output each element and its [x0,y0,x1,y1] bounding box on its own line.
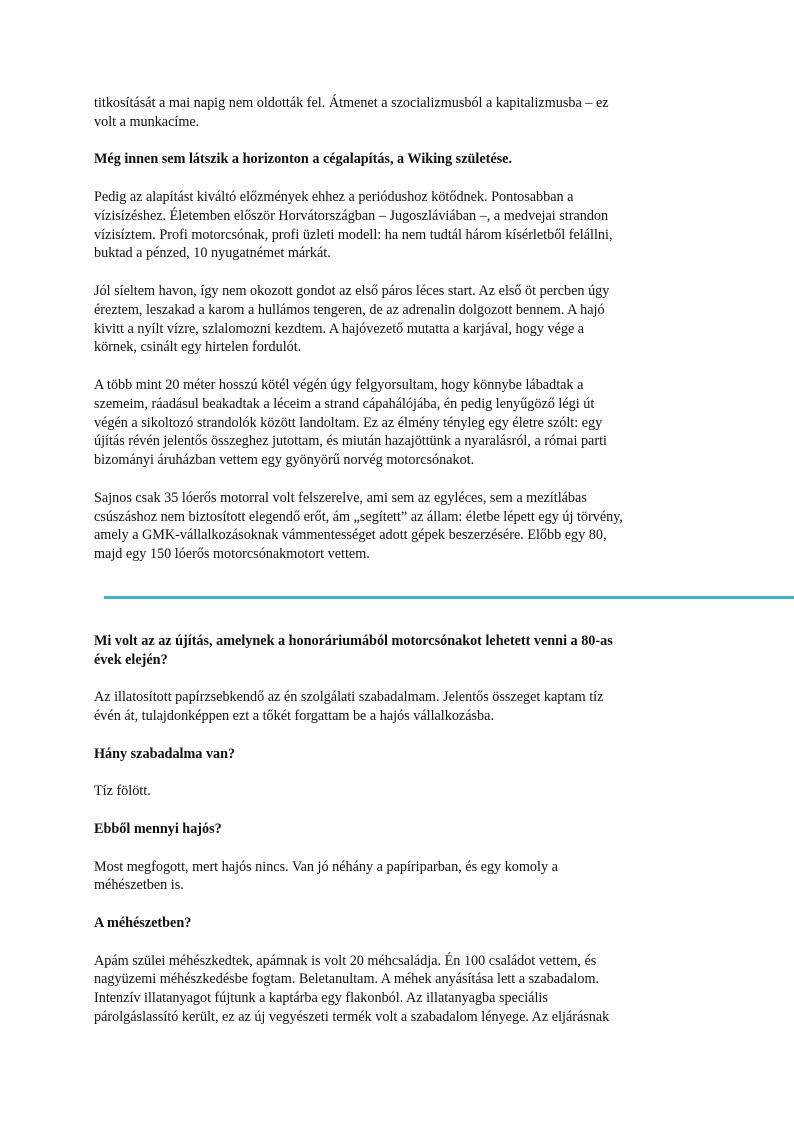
paragraph: Most megfogott, mert hajós nincs. Van jó néhány a papíriparban, és egy komoly a méhészetben is. [94,858,558,894]
document-section-1 [94,94,714,583]
paragraph: Tíz fölött. [94,783,151,800]
paragraph: Jól síeltem havon, így nem okozott gondot az első páros léces start. Az első öt percben úgy éreztem, leszakad a karom a hullámos tengeren, de az adrenalin dolgozott bennem. A hajó kivitt a nyílt vízre, szlalomozni kezdtem. A hajóvezető mutatta a karjával, hogy vége a körnek, csinált egy hirtelen fordulót. [94,282,610,356]
bold-question: Hány szabadalma van? [94,745,236,762]
paragraph: A több mint 20 méter hosszú kötél végén úgy felgyorsultam, hogy könnybe lábadtak a szemeim, ráadásul beakadtak a léceim a strand cápahálójába, én pedig lenyűgöző légi út végén a sikoltozó strandolók között landoltam. Ez az élmény tényleg egy életre szólt: egy újítás révén jelentős összeghez jutottam, és miután hazajöttünk a nyaralásról, a római parti bizományi áruházban vettem egy gyönyörű norvég motorcsónakot. [94,376,607,469]
section-divider [104,596,794,599]
bold-question: Még innen sem látszik a horizonton a cégalapítás, a Wiking születése. [94,151,513,168]
paragraph: titkosítását a mai napig nem oldották fel. Átmenet a szocializmusból a kapitalizmusba – ez volt a munkacíme. [94,95,609,130]
paragraph: Apám szülei méhészkedtek, apámnak is volt 20 méhcsaládja. Én 100 családot vettem, és nagyüzemi méhészkedésbe fogtam. Beletanultam. A méhek anyásítása lett a szabadalom. Intenzív illatanyagot fújtunk a kaptárba egy flakonból. Az illatanyagba speciális párolgáslassító került, ez az új vegyészeti termék volt a szabadalom lényege. Az eljárásnak [94,952,610,1025]
paragraph: Sajnos csak 35 lóerős motorral volt felszerelve, ami sem az egyléces, sem a mezítlábas csúszáshoz nem biztosított elegendő erőt, ám „segített” az állam: életbe lépett egy új törvény, amely a GMK-vállalkozásoknak vámmentességet adott gépek beszerzésére. Előbb egy 80, majd egy 150 lóerős motorcsónakmotort vettem. [94,489,623,563]
paragraph: Az illatosított papírzsebkendő az én szolgálati szabadalmam. Jelentős összeget kaptam tíz évén át, tulajdonképpen ezt a tőkét forgattam be a hajós vállalkozásba. [94,689,604,725]
paragraph: Pedig az alapítást kiváltó előzmények ehhez a periódushoz kötődnek. Pontosabban a vízisízéshez. Életemben először Horvátországban – Jugoszláviában –, a medvejai strandon vízisíztem. Profi motorcsónak, profi üzleti modell: ha nem tudtál három kísérletből felállni, buktad a pénzed, 10 nyugatnémet márkát. [94,188,613,262]
bold-question: Mi volt az az újítás, amelynek a honoráriumából motorcsónakot lehetett venni a 80-as évek elején? [94,633,613,668]
bold-question: A méhészetben? [94,914,192,931]
document-section-2 [94,632,714,1046]
bold-question: Ebből mennyi hajós? [94,820,222,837]
